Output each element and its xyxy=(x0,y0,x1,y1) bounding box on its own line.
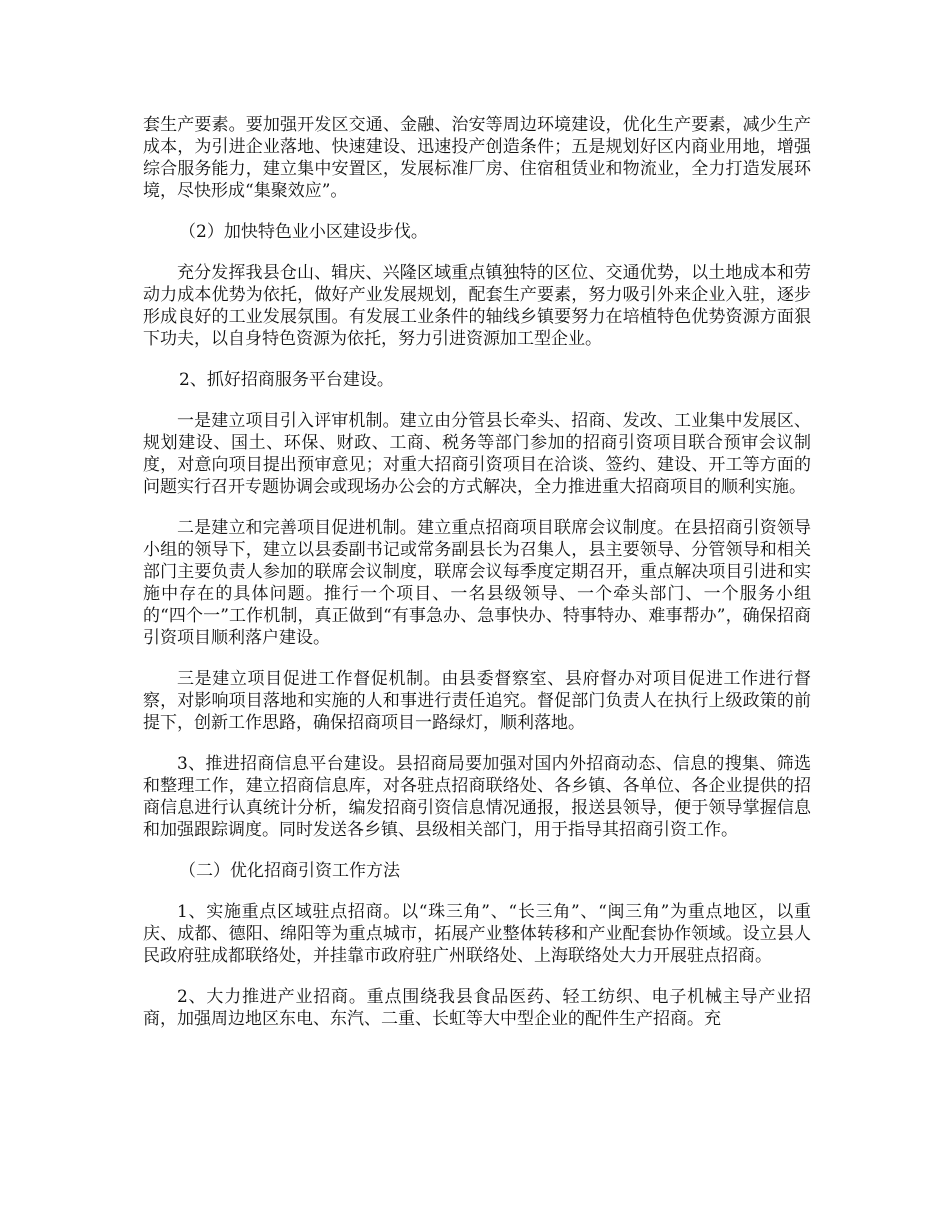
section-heading: （2）加快特色业小区建设步伐。 xyxy=(179,222,428,242)
paragraph-text: 1、实施重点区域驻点招商。以“珠三角”、“长三角”、“闽三角”为重点地区，以重庆、成都、德阳、绵阳等为重点城市，拓展产业整体转移和产业配套协作领域。设立县人民政府驻成都联络处，并挂靠市政府驻广州联络处、上海联络处大力开展驻点招商。 xyxy=(143,902,811,966)
paragraph-text: 一是建立项目引入评审机制。建立由分管县长牵头、招商、发改、工业集中发展区、规划建设、国土、环保、财政、工商、税务等部门参加的招商引资项目联合预审会议制度，对意向项目提出预审意见；对重大招商引资项目在洽谈、签约、建设、开工等方面的问题实行召开专题协调会或现场办公会的方式解决，全力推进重大招商项目的顺利实施。 xyxy=(143,411,811,497)
paragraph-text: 套生产要素。要加强开发区交通、金融、治安等周边环境建设，优化生产要素，减少生产成本，为引进企业落地、快速建设、迅速投产创造条件；五是规划好区内商业用地，增强综合服务能力，建立集中安置区，发展标准厂房、住宿租赁业和物流业，全力打造发展环境，尽快形成“集聚效应”。 xyxy=(143,115,811,201)
section-heading: 2、抓好招商服务平台建设。 xyxy=(179,370,394,390)
section-heading: （二）优化招商引资工作方法 xyxy=(179,861,400,881)
paragraph-text: 三是建立项目促进工作督促机制。由县委督察室、县府督办对项目促进工作进行督察，对影响项目落地和实施的人和事进行责任追究。督促部门负责人在执行上级政策的前提下，创新工作思路，确保招商项目一路绿灯，顺利落地。 xyxy=(143,669,811,733)
paragraph-text: 二是建立和完善项目促进机制。建立重点招商项目联席会议制度。在县招商引资领导小组的领导下，建立以县委副书记或常务副县长为召集人，县主要领导、分管领导和相关部门主要负责人参加的联席会议制度，联席会议每季度定期召开，重点解决项目引进和实施中存在的具体问题。推行一个项目、一名县级领导、一个牵头部门、一个服务小组的“四个一”工作机制，真正做到“有事急办、急事快办、特事特办、难事帮办”，确保招商引资项目顺利落户建设。 xyxy=(143,518,811,648)
paragraph-text: 3、推进招商信息平台建设。县招商局要加强对国内外招商动态、信息的搜集、筛选和整理工作，建立招商信息库，对各驻点招商联络处、各乡镇、各单位、各企业提供的招商信息进行认真统计分析，编发招商引资信息情况通报，报送县领导，便于领导掌握信息和加强跟踪调度。同时发送各乡镇、县级相关部门，用于指导其招商引资工作。 xyxy=(143,754,811,840)
paragraph-text: 充分发挥我县仓山、辑庆、兴隆区域重点镇独特的区位、交通优势，以土地成本和劳动力成本优势为依托，做好产业发展规划，配套生产要素，努力吸引外来企业入驻，逐步形成良好的工业发展氛围。有发展工业条件的轴线乡镇要努力在培植特色优势资源方面狠下功夫，以自身特色资源为依托，努力引进资源加工型企业。 xyxy=(143,263,811,349)
document-page xyxy=(143,114,811,1049)
paragraph-text: 2、大力推进产业招商。重点围绕我县食品医药、轻工纺织、电子机械主导产业招商，加强周边地区东电、东汽、二重、长虹等大中型企业的配件生产招商。充 xyxy=(143,987,811,1029)
